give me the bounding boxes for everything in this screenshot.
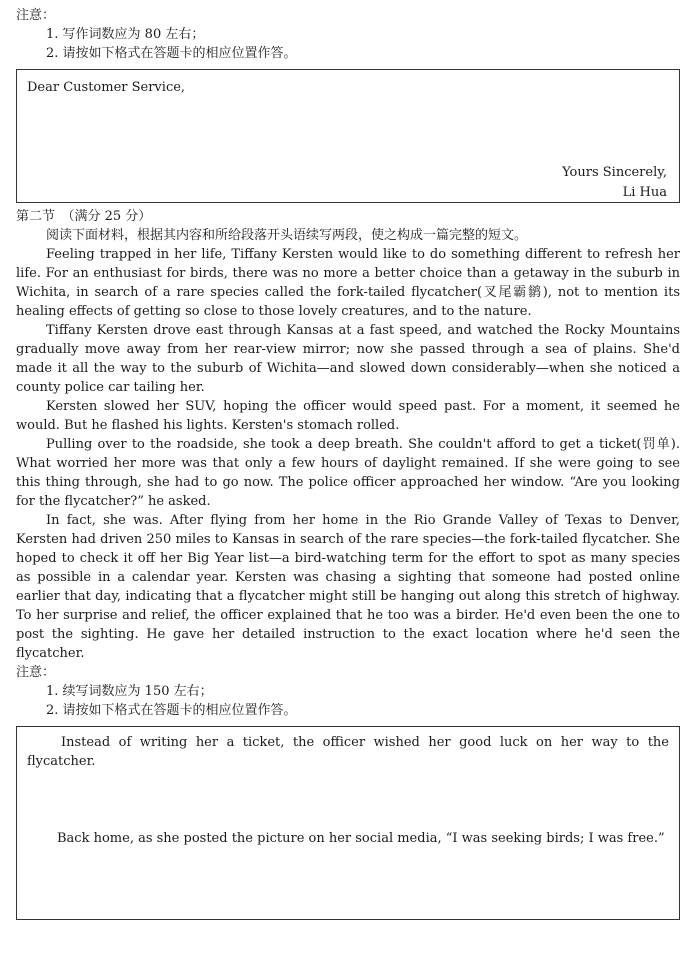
- section-title: 第二节 （满分 25 分）: [16, 209, 152, 224]
- letter-salutation: Dear Customer Service,: [27, 80, 186, 95]
- note-title-2: 注意：: [16, 665, 56, 680]
- note-item: 1. 写作词数应为 80 左右；: [46, 27, 205, 42]
- section-instruction: 阅读下面材料，根据其内容和所给段落开头语续写两段，使之构成一篇完整的短文。: [46, 228, 528, 243]
- story-paragraph: Pulling over to the roadside, she took a deep breath. She couldn't afford to get a ticket(罚单). What worried her more was that only a few hours of daylight remained. If she were going to see this thing through, she had to go now. The police officer approached her window. “Are you looking for the flycatcher?” he asked.: [16, 437, 680, 509]
- continuation-answer-box[interactable]: [16, 726, 680, 920]
- story-paragraph: Feeling trapped in her life, Tiffany Kersten would like to do something different to refresh her life. For an enthusiast for birds, there was no more a better choice than a getaway in the suburb in Wichita, in search of a rare species called the fork-tailed flycatcher(叉尾霸鹟), not to mention its healing effects of getting so close to those lovely creatures, and to the nature.: [16, 247, 680, 319]
- exam-page: [16, 6, 680, 920]
- story-paragraph: Tiffany Kersten drove east through Kansas at a fast speed, and watched the Rocky Mountains gradually move away from her rear-view mirror; now she passed through a sea of plains. She'd made it all the way to the suburb of Wichita—and slowed down considerably—when she noticed a county police car tailing her.: [16, 323, 680, 395]
- note-item: 1. 续写词数应为 150 左右；: [46, 684, 213, 699]
- story-paragraph: Kersten slowed her SUV, hoping the officer would speed past. For a moment, it seemed he would. But he flashed his lights. Kersten's stomach rolled.: [16, 399, 680, 433]
- letter-closing: Yours Sincerely,: [562, 165, 667, 180]
- note-title-1: 注意：: [16, 8, 56, 23]
- story-paragraph: In fact, she was. After flying from her home in the Rio Grande Valley of Texas to Denver, Kersten had driven 250 miles to Kansas in search of the rare species—the fork-tailed flycatcher. She hoped to check it off her Big Year list—a bird-watching term for the effort to spot as many species as possible in a calendar year. Kersten was chasing a sighting that someone had posted online earlier that day, indicating that a flycatcher might still be hanging out along this stretch of highway. To her surprise and relief, the officer explained that he too was a birder. He'd even been the one to post the sighting. He gave her detailed instruction to the exact location where he'd seen the flycatcher.: [16, 513, 680, 661]
- letter-answer-box[interactable]: [16, 69, 680, 203]
- note-item: 2. 请按如下格式在答题卡的相应位置作答。: [46, 46, 297, 61]
- continuation-opening-1: Instead of writing her a ticket, the officer wished her good luck on her way to the flycatcher.: [27, 735, 669, 769]
- letter-signature: Li Hua: [622, 185, 667, 200]
- letter-closing-block: [562, 163, 667, 203]
- continuation-opening-2: Back home, as she posted the picture on her social media, “I was seeking birds; I was free.”: [57, 831, 665, 846]
- note-item: 2. 请按如下格式在答题卡的相应位置作答。: [46, 703, 297, 718]
